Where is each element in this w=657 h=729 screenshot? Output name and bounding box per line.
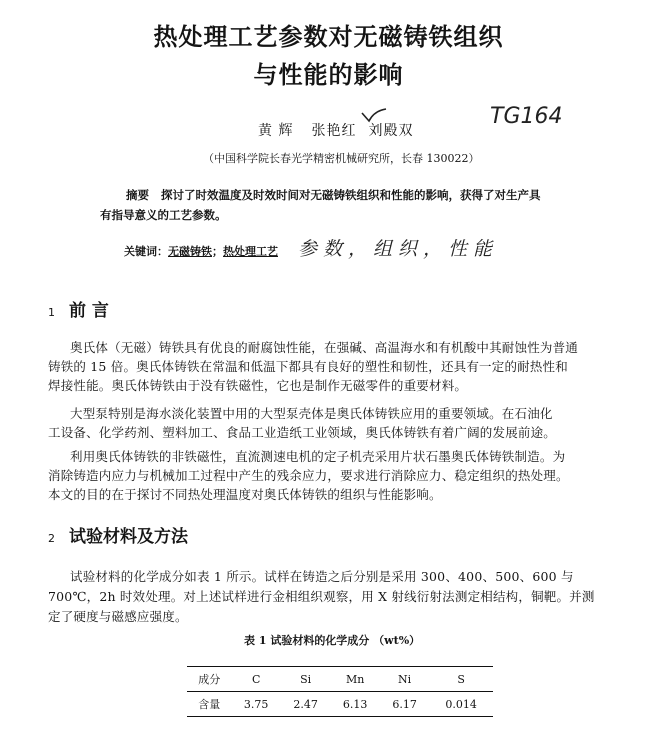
- handwritten-keywords: 参数，组织，性能: [298, 238, 499, 260]
- author-name: 张艳红: [311, 123, 357, 139]
- section-number: 1: [48, 306, 55, 319]
- handwritten-code: TG164: [490, 104, 563, 129]
- paragraph-line: 700℃，2h 时效处理。对上述试样进行金相组织观察，用 X 射线衍射法测定相结构，铜靶。并测: [48, 589, 595, 604]
- abstract-line2: 有指导意义的工艺参数。: [100, 208, 227, 222]
- keywords-label: 关键词：: [124, 245, 168, 258]
- section-heading-materials: [48, 522, 188, 547]
- table-cell: 2.47: [281, 692, 330, 717]
- paragraph-line: 利用奥氏体铸铁的非铁磁性，直流测速电机的定子机壳采用片状石墨奥氏体铸铁制造。为: [70, 449, 566, 464]
- paragraph-line: 工设备、化学药剂、塑料加工、食品工业造纸工业领域，奥氏体铸铁有着广阔的发展前途。: [48, 425, 557, 440]
- keywords: 关键词：无磁铸铁；热处理工艺: [124, 245, 278, 258]
- table-header-cell: Si: [281, 667, 330, 692]
- keyword-term: 热处理工艺: [223, 245, 278, 258]
- section-title: 前 言: [69, 301, 109, 321]
- table-cell: 3.75: [231, 692, 280, 717]
- paragraph-line: 定了硬度与磁感应强度。: [48, 609, 188, 624]
- table-header-cell: S: [429, 667, 493, 692]
- section-heading-intro: [48, 296, 109, 321]
- keyword-term: 无磁铸铁: [168, 245, 212, 258]
- section-number: 2: [48, 532, 55, 545]
- table-header-cell: Mn: [330, 667, 379, 692]
- paragraph-line: 奥氏体（无磁）铸铁具有优良的耐腐蚀性能，在强碱、高温海水和有机酸中其耐蚀性为普通: [70, 340, 579, 355]
- table-cell: 0.014: [429, 692, 493, 717]
- author-list: [258, 120, 413, 140]
- section-title: 试验材料及方法: [69, 527, 188, 547]
- composition-table: [187, 666, 493, 717]
- paper-title-line2: 与性能的影响: [253, 61, 404, 89]
- paragraph-line: 大型泵特别是海水淡化装置中用的大型泵壳体是奥氏体铸铁应用的重要领域。在石油化: [70, 406, 553, 421]
- table-cell: 6.17: [380, 692, 429, 717]
- abstract-label: 摘要: [126, 188, 149, 202]
- abstract-line1: 摘要 探讨了时效温度及时效时间对无磁铸铁组织和性能的影响，获得了对生产具: [126, 188, 541, 202]
- author-name: 刘殿双: [368, 123, 414, 139]
- paragraph-line: 消除铸造内应力与机械加工过程中产生的残余应力，要求进行消除应力、稳定组织的热处理。: [48, 468, 569, 483]
- table-header-cell: 成分: [187, 667, 231, 692]
- paragraph-line: 铸铁的 15 倍。奥氏体铸铁在常温和低温下都具有良好的塑性和韧性，还具有一定的耐热性和: [48, 359, 568, 374]
- table-header-row: [187, 667, 493, 692]
- table-header-cell: C: [231, 667, 280, 692]
- author-name: 黄 辉: [258, 123, 294, 139]
- table-header-cell: Ni: [380, 667, 429, 692]
- table-row: [187, 692, 493, 717]
- table-cell: 含量: [187, 692, 231, 717]
- affiliation: （中国科学院长春光学精密机械研究所，长春 130022）: [203, 152, 480, 165]
- paper-title-line1: 热处理工艺参数对无磁铸铁组织: [153, 23, 504, 51]
- paragraph-line: 本文的目的在于探讨不同热处理温度对奥氏体铸铁的组织与性能影响。: [48, 487, 442, 502]
- table-caption: 表 1 试验材料的化学成分 （wt%）: [244, 634, 421, 647]
- table-cell: 6.13: [330, 692, 379, 717]
- paragraph-line: 试验材料的化学成分如表 1 所示。试样在铸造之后分别是采用 300、400、500、600 与: [70, 569, 574, 584]
- paragraph-line: 焊接性能。奥氏体铸铁由于没有铁磁性，它也是制作无磁零件的重要材料。: [48, 378, 468, 393]
